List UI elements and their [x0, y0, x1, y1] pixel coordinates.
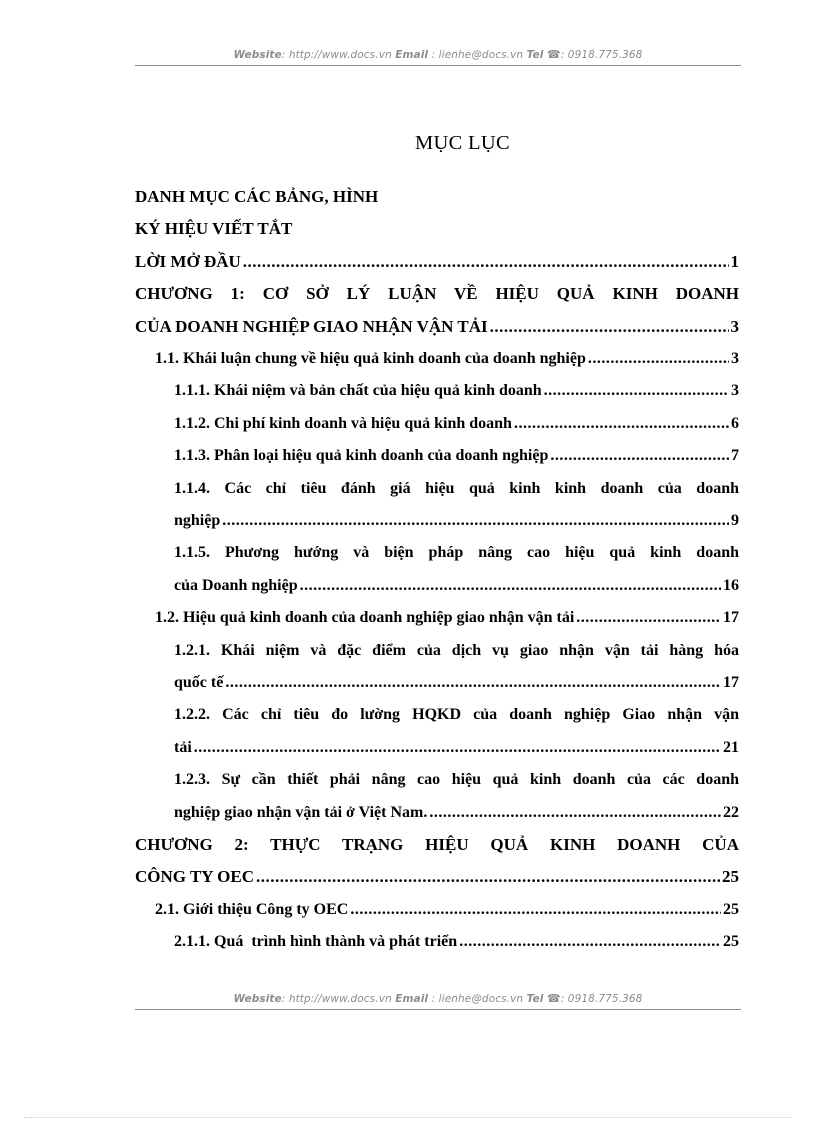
toc-leader-dots [576, 603, 721, 633]
toc-entry-text: 1.2.2. Các chỉ tiêu đo lường HQKD của doanh nghiệp Giao nhận vận [174, 706, 739, 724]
toc-entry [155, 603, 739, 633]
toc-leader-dots [222, 506, 729, 536]
toc-entry-text: 1.1.3. Phân loại hiệu quả kinh doanh của doanh nghiệp [174, 447, 549, 465]
phone-icon: ☎ [546, 992, 561, 1005]
toc-page-number: 25 [723, 900, 739, 918]
page-edge [24, 1117, 792, 1118]
toc-page-number: 16 [723, 576, 739, 594]
toc-leader-dots [300, 571, 721, 601]
toc-entry-text: 2.1.1. Quá trình hình thành và phát triển [174, 933, 458, 951]
page-header [135, 48, 741, 66]
toc-entry [135, 279, 739, 309]
toc-entry [174, 733, 739, 763]
toc-leader-dots [550, 441, 729, 471]
toc-page-number: 22 [723, 803, 739, 821]
tel-label: Tel [526, 49, 544, 61]
toc-entry-text: 1.1. Khái luận chung về hiệu quả kinh doanh của doanh nghiệp [155, 350, 586, 367]
toc-page-number: 3 [731, 350, 739, 367]
toc-page-number: 17 [723, 609, 739, 627]
toc-entry [135, 862, 739, 892]
toc-leader-dots [544, 376, 729, 406]
toc-entry [174, 474, 739, 504]
page-footer [135, 992, 741, 1010]
toc-page-number: 25 [723, 933, 739, 951]
toc-entry [155, 895, 739, 925]
toc-entry-text: nghiệp [174, 512, 221, 529]
email-label: Email [395, 49, 429, 61]
toc-entry [135, 312, 739, 342]
toc-leader-dots [256, 862, 720, 892]
email-value: : lienhe@docs.vn [431, 49, 524, 61]
toc-entry-text: quốc tế [174, 674, 224, 691]
website-value: : http://www.docs.vn [281, 49, 392, 61]
toc-entry [174, 668, 739, 698]
toc-entry [135, 247, 739, 277]
toc-entry [174, 506, 739, 536]
toc-page-number: 17 [723, 674, 739, 691]
toc-entry-text: 1.1.4. Các chỉ tiêu đánh giá hiệu quả kinh kinh doanh của doanh [174, 479, 739, 497]
toc-entry-text: 1.1.1. Khái niệm và bản chất của hiệu quả kinh doanh [174, 382, 542, 400]
toc-entry-text: 2.1. Giới thiệu Công ty OEC [155, 900, 349, 918]
page-title: MỤC LỤC [415, 132, 510, 154]
tel-label: Tel [526, 993, 544, 1005]
toc-entry [174, 798, 739, 828]
toc-entry [174, 700, 739, 730]
toc-entry [135, 182, 739, 212]
toc-leader-dots [225, 668, 721, 698]
toc-entry [174, 927, 739, 957]
toc-page-number: 25 [722, 867, 739, 887]
toc-entry [174, 538, 739, 568]
toc-entry-text: 1.2. Hiệu quả kinh doanh của doanh nghiệp giao nhận vận tải [155, 609, 575, 627]
website-label: Website [233, 993, 282, 1005]
toc-page-number: 3 [730, 316, 739, 336]
toc-entry [135, 830, 739, 860]
toc-entry-text: 1.2.3. Sự cần thiết phải nâng cao hiệu quả kinh doanh của các doanh [174, 771, 739, 789]
toc-leader-dots [588, 344, 729, 374]
website-value: : http://www.docs.vn [281, 993, 392, 1005]
toc-entry [174, 636, 739, 666]
toc-entry-text: 1.2.1. Khái niệm và đặc điểm của dịch vụ giao nhận vận tải hàng hóa [174, 641, 739, 659]
toc-entry-text: DANH MỤC CÁC BẢNG, HÌNH [135, 187, 379, 206]
toc-page-number: 21 [723, 738, 739, 756]
toc-page-number: 7 [731, 447, 739, 465]
toc-entry-text: tải [174, 738, 192, 756]
email-label: Email [395, 993, 429, 1005]
toc-entry [174, 409, 739, 439]
toc-entry-text: của Doanh nghiệp [174, 576, 298, 594]
toc-leader-dots [243, 247, 729, 277]
toc-entry-text: LỜI MỞ ĐẦU [135, 251, 241, 271]
website-label: Website [233, 49, 282, 61]
toc-entry-text: CHƯƠNG 2: THỰC TRẠNG HIỆU QUẢ KINH DOANH CỦA [135, 835, 739, 854]
toc-leader-dots [429, 798, 721, 828]
tel-value: : 0918.775.368 [560, 993, 643, 1005]
toc-leader-dots [194, 733, 721, 763]
phone-icon: ☎ [546, 48, 561, 61]
toc-entry [174, 441, 739, 471]
toc-leader-dots [459, 927, 721, 957]
email-value: : lienhe@docs.vn [431, 993, 524, 1005]
tel-value: : 0918.775.368 [560, 49, 643, 61]
toc-entry [155, 344, 739, 374]
toc-entry-text: 1.1.2. Chi phí kinh doanh và hiệu quả kinh doanh [174, 414, 512, 432]
toc-leader-dots [514, 409, 729, 439]
toc-entry [174, 376, 739, 406]
toc-entry [174, 571, 739, 601]
toc-leader-dots [490, 312, 729, 342]
toc-page-number: 3 [731, 382, 739, 400]
toc-entry [135, 214, 739, 244]
toc-leader-dots [350, 895, 721, 925]
toc-entry-text: CHƯƠNG 1: CƠ SỞ LÝ LUẬN VỀ HIỆU QUẢ KINH DOANH [135, 284, 739, 304]
toc-entry [174, 765, 739, 795]
toc-entry-text: CỦA DOANH NGHIỆP GIAO NHẬN VẬN TẢI [135, 316, 488, 336]
toc-entry-text: nghiệp giao nhận vận tải ở Việt Nam. [174, 803, 428, 821]
toc-entry-text: 1.1.5. Phương hướng và biện pháp nâng cao hiệu quả kinh doanh [174, 544, 739, 562]
toc-entry-text: CÔNG TY OEC [135, 867, 255, 887]
toc-page-number: 6 [731, 414, 739, 432]
toc-entry-text: KÝ HIỆU VIẾT TẮT [135, 219, 293, 239]
toc-page-number: 1 [730, 251, 739, 271]
toc-page-number: 9 [731, 512, 739, 529]
